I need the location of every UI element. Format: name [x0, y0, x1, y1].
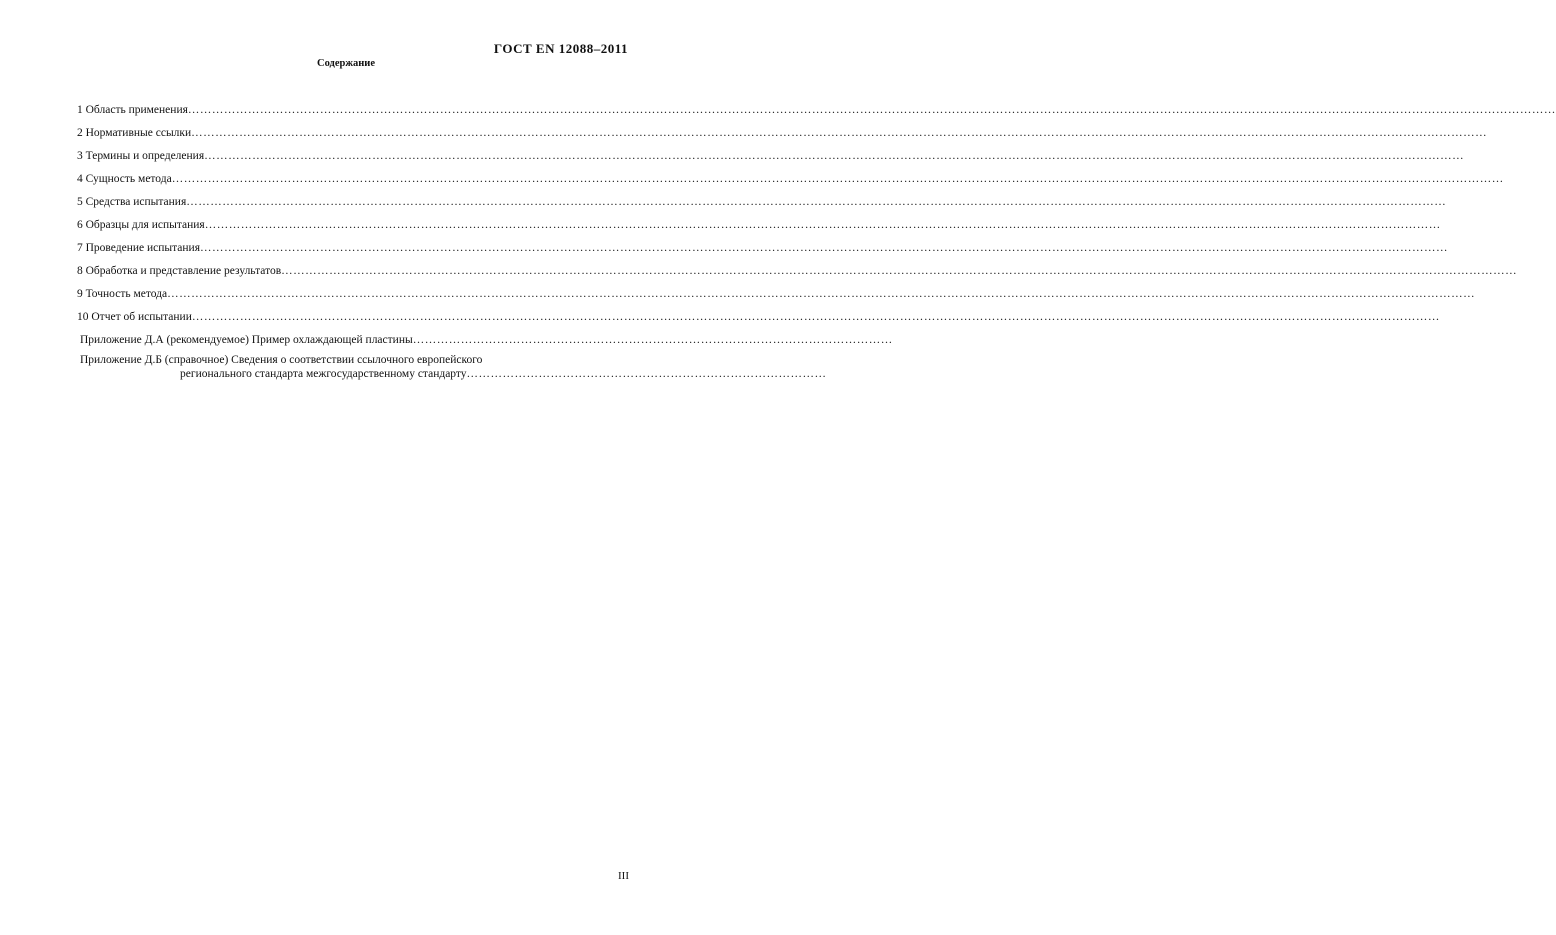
- standard-code: ГОСТ EN 12088–2011: [493, 41, 628, 56]
- toc-entry-method-principle[interactable]: [77, 172, 1504, 186]
- toc-entry-continuation: [80, 367, 827, 381]
- toc-leader-dots: …………………………………………………………………………………………………………………………………………………………………………………………………………………………………………………………………………………………………: [167, 288, 1476, 300]
- toc-entry-scope[interactable]: [77, 103, 1556, 117]
- toc-leader-dots: ………………………………………………………………………………………………………………………………………………………………………………………………………………………………………………………………………………………………………: [171, 173, 1504, 185]
- toc-entry-label: 6 Образцы для испытания: [77, 219, 205, 231]
- toc-entry-results-processing[interactable]: [77, 264, 1518, 278]
- toc-entry-appendix-da[interactable]: [77, 333, 893, 347]
- toc-entry-test-report[interactable]: [77, 310, 1440, 324]
- table-of-contents: [77, 103, 1556, 390]
- toc-entry-test-specimens[interactable]: [77, 218, 1441, 232]
- toc-leader-dots: …………………………………………………………………………………………………………………………………………………………………………………………………………………………………………………………………………………: [281, 265, 1518, 277]
- toc-entry-test-equipment[interactable]: [77, 195, 1447, 209]
- toc-entry-label: 7 Проведение испытания: [77, 242, 200, 254]
- toc-entry-label: 5 Средства испытания: [77, 196, 187, 208]
- toc-leader-dots: ………………………………………………………………………………: [466, 368, 827, 380]
- toc-leader-dots: ………………………………………………………………………………………………………………………………………………………………………………………………………………………………………………………………………………………: [204, 150, 1465, 162]
- toc-entry-appendix-db[interactable]: [77, 353, 827, 381]
- toc-entry-normative-references[interactable]: [77, 126, 1488, 140]
- toc-leader-dots: ………………………………………………………………………………………………………………………………………………………………………………………………………………………………………………………………………………………………………………: [187, 104, 1556, 116]
- toc-entry-label: 1 Область применения: [77, 104, 188, 116]
- toc-entry-method-precision[interactable]: [77, 287, 1476, 301]
- toc-leader-dots: ………………………………………………………………………………………………………………………………………………………………………………………………………………………………………………………………………………………: [186, 196, 1447, 208]
- toc-leader-dots: ………………………………………………………………………………………………………………………………………………………………………………………………………………………………………………………………………………………………: [191, 127, 1488, 139]
- toc-entry-label: 4 Сущность метода: [77, 173, 172, 185]
- toc-leader-dots: …………………………………………………………………………………………………………………………………………………………………………………………………………………………………………………………………………………: [204, 219, 1441, 231]
- toc-entry-label: 10 Отчет об испытании: [77, 311, 192, 323]
- toc-entry-label-line2: регионального стандарта межгосударственному стандарту: [180, 368, 467, 380]
- toc-entry-terms-definitions[interactable]: [77, 149, 1465, 163]
- toc-entry-label: 8 Обработка и представление результатов: [77, 265, 282, 277]
- toc-entry-label: Приложение Д.А (рекомендуемое) Пример охлаждающей пластины: [80, 334, 413, 346]
- toc-entry-label: 9 Точность метода: [77, 288, 168, 300]
- toc-entry-label: 3 Термины и определения: [77, 150, 205, 162]
- toc-leader-dots: ……………………………………………………………………………………………………………………………………………………………………………………………………………………………………………………………………………………: [191, 311, 1440, 323]
- toc-entry-label: 2 Нормативные ссылки: [77, 127, 192, 139]
- page-number: III: [618, 870, 629, 882]
- toc-leader-dots: ……………………………………………………………………………………………………………………………………………………………………………………………………………………………………………………………………………………: [200, 242, 1448, 254]
- toc-entry-test-procedure[interactable]: [77, 241, 1448, 255]
- toc-leader-dots: …………………………………………………………………………………………………………: [412, 334, 893, 346]
- toc-entry-label-line1: Приложение Д.Б (справочное) Сведения о соответствии ссылочного европейского: [80, 354, 483, 366]
- page-title: Содержание: [317, 58, 375, 69]
